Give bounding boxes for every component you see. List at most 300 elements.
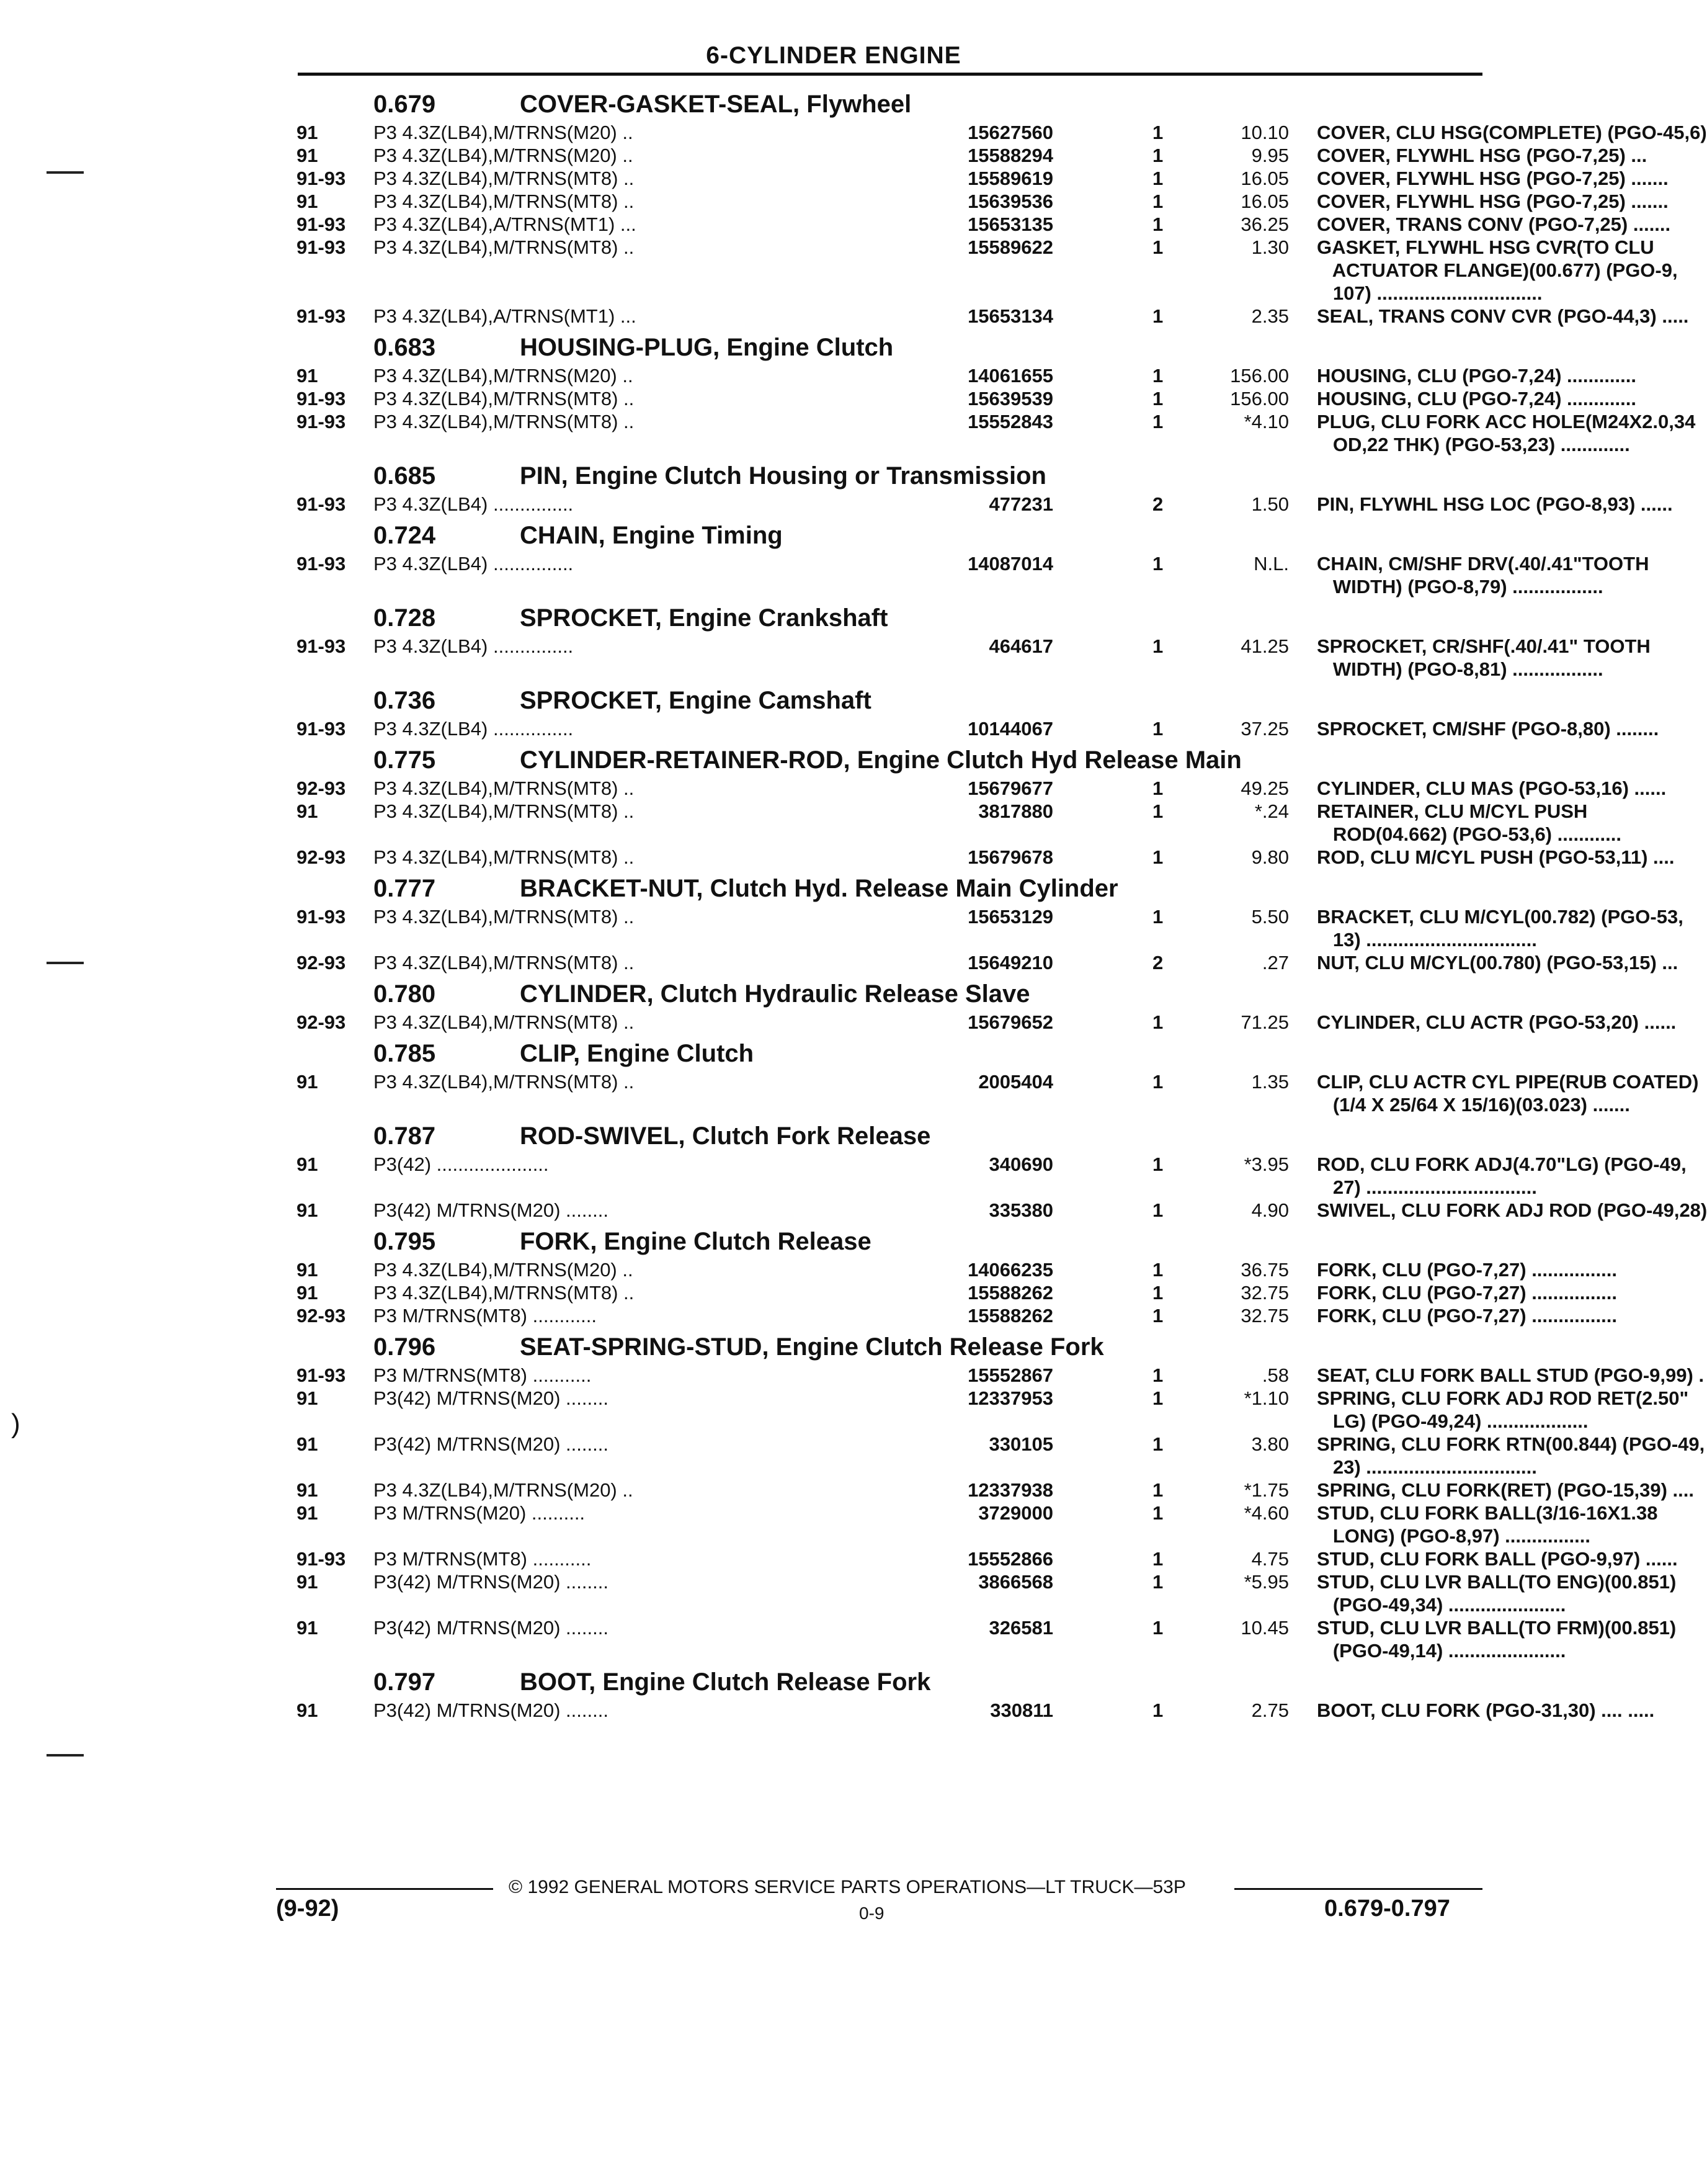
model-years: 91-93 bbox=[296, 1364, 346, 1386]
group-title: BOOT, Engine Clutch Release Fork bbox=[520, 1668, 931, 1696]
quantity: 1 bbox=[1152, 1433, 1164, 1455]
group-header bbox=[296, 330, 1500, 364]
part-number: 3817880 bbox=[978, 800, 1053, 822]
catalog-group bbox=[296, 330, 1696, 459]
part-number: 464617 bbox=[989, 635, 1053, 657]
catalog-group bbox=[296, 1330, 1705, 1665]
catalog-group bbox=[296, 459, 1673, 518]
part-row bbox=[296, 777, 1667, 800]
part-description: COVER, CLU HSG(COMPLETE) (PGO-45,6) bbox=[1317, 122, 1707, 143]
part-description: FORK, CLU (PGO-7,27) ................ bbox=[1317, 1282, 1617, 1304]
part-number: 330105 bbox=[989, 1433, 1053, 1455]
application: P3(42) M/TRNS(M20) ........ bbox=[373, 1387, 608, 1409]
application: P3 4.3Z(LB4),M/TRNS(M20) .. bbox=[373, 122, 633, 143]
price: *3.95 bbox=[1244, 1153, 1289, 1175]
group-title: CHAIN, Engine Timing bbox=[520, 522, 783, 549]
part-description: STUD, CLU LVR BALL(TO ENG)(00.851) bbox=[1317, 1571, 1677, 1593]
group-title: SPROCKET, Engine Crankshaft bbox=[520, 604, 888, 632]
quantity: 1 bbox=[1152, 305, 1164, 327]
application: P3(42) ..................... bbox=[373, 1153, 549, 1175]
group-header bbox=[296, 1036, 1500, 1070]
quantity: 1 bbox=[1152, 1199, 1164, 1221]
margin-mark bbox=[47, 171, 84, 174]
model-years: 92-93 bbox=[296, 1305, 346, 1327]
part-description: NUT, CLU M/CYL(00.780) (PGO-53,15) ... bbox=[1317, 952, 1678, 973]
part-row bbox=[296, 190, 1669, 213]
quantity: 1 bbox=[1152, 1282, 1164, 1304]
model-years: 91-93 bbox=[296, 553, 346, 575]
part-description: PIN, FLYWHL HSG LOC (PGO-8,93) ...... bbox=[1317, 493, 1673, 515]
catalog-group bbox=[296, 1119, 1707, 1224]
application: P3 4.3Z(LB4) ............... bbox=[373, 493, 574, 515]
part-row bbox=[296, 635, 1651, 681]
part-number: 15589619 bbox=[968, 168, 1053, 189]
group-header bbox=[296, 1330, 1500, 1364]
price: 16.05 bbox=[1241, 168, 1289, 189]
part-description: OD,22 THK) (PGO-53,23) ............. bbox=[1317, 434, 1630, 455]
part-description: HOUSING, CLU (PGO-7,24) ............. bbox=[1317, 365, 1637, 387]
price: 41.25 bbox=[1241, 635, 1289, 657]
model-years: 91-93 bbox=[296, 168, 346, 189]
group-number: 0.724 bbox=[373, 522, 436, 549]
catalog-group bbox=[296, 87, 1707, 330]
application: P3 4.3Z(LB4),M/TRNS(MT8) .. bbox=[373, 952, 635, 973]
application: P3 4.3Z(LB4) ............... bbox=[373, 718, 574, 740]
group-number: 0.796 bbox=[373, 1333, 436, 1361]
price: 36.25 bbox=[1241, 213, 1289, 235]
group-header bbox=[296, 977, 1500, 1011]
group-header bbox=[296, 1224, 1500, 1258]
group-number: 0.777 bbox=[373, 875, 436, 902]
model-years: 91 bbox=[296, 1571, 318, 1593]
model-years: 91-93 bbox=[296, 493, 346, 515]
application: P3 4.3Z(LB4),M/TRNS(M20) .. bbox=[373, 365, 633, 387]
part-number: 330811 bbox=[990, 1699, 1053, 1721]
part-number: 14066235 bbox=[968, 1259, 1053, 1281]
part-description: STUD, CLU FORK BALL (PGO-9,97) ...... bbox=[1317, 1548, 1678, 1570]
group-header bbox=[296, 871, 1500, 905]
price: *4.10 bbox=[1244, 411, 1289, 432]
application: P3 4.3Z(LB4),M/TRNS(MT8) .. bbox=[373, 1011, 635, 1033]
model-years: 91-93 bbox=[296, 1548, 346, 1570]
part-row bbox=[296, 846, 1675, 869]
quantity: 1 bbox=[1152, 553, 1164, 575]
group-title: CLIP, Engine Clutch bbox=[520, 1040, 754, 1067]
model-years: 91-93 bbox=[296, 718, 346, 740]
quantity: 1 bbox=[1152, 800, 1164, 822]
part-row bbox=[296, 387, 1637, 410]
application: P3 4.3Z(LB4),M/TRNS(MT8) .. bbox=[373, 1071, 635, 1093]
part-description: 13) ................................ bbox=[1317, 929, 1537, 951]
model-years: 92-93 bbox=[296, 777, 346, 799]
model-years: 91-93 bbox=[296, 305, 346, 327]
part-description: CYLINDER, CLU ACTR (PGO-53,20) ...... bbox=[1317, 1011, 1677, 1033]
part-row bbox=[296, 305, 1689, 328]
group-title: PIN, Engine Clutch Housing or Transmission bbox=[520, 462, 1046, 490]
part-description: COVER, FLYWHL HSG (PGO-7,25) ... bbox=[1317, 145, 1647, 166]
group-title: BRACKET-NUT, Clutch Hyd. Release Main Cylinder bbox=[520, 875, 1118, 902]
model-years: 91 bbox=[296, 1699, 318, 1721]
part-row bbox=[296, 717, 1659, 740]
price: 9.80 bbox=[1251, 846, 1289, 868]
part-row bbox=[296, 121, 1707, 144]
price: 1.35 bbox=[1251, 1071, 1289, 1093]
catalog-group bbox=[296, 871, 1683, 977]
group-title: FORK, Engine Clutch Release bbox=[520, 1228, 871, 1255]
group-header bbox=[296, 601, 1500, 635]
application: P3(42) M/TRNS(M20) ........ bbox=[373, 1433, 608, 1455]
group-number: 0.795 bbox=[373, 1228, 436, 1255]
part-row bbox=[296, 167, 1669, 190]
application: P3 4.3Z(LB4),M/TRNS(MT8) .. bbox=[373, 190, 635, 212]
copyright-notice: © 1992 GENERAL MOTORS SERVICE PARTS OPERATIONS—LT TRUCK—53P bbox=[509, 1877, 1186, 1897]
part-row bbox=[296, 364, 1637, 387]
group-number: 0.787 bbox=[373, 1122, 436, 1150]
application: P3 4.3Z(LB4) ............... bbox=[373, 635, 574, 657]
part-description: COVER, FLYWHL HSG (PGO-7,25) ....... bbox=[1317, 190, 1669, 212]
part-number: 3729000 bbox=[978, 1502, 1053, 1524]
price: 37.25 bbox=[1241, 718, 1289, 740]
part-row bbox=[296, 1570, 1677, 1616]
part-row bbox=[296, 493, 1673, 516]
margin-mark bbox=[47, 1754, 84, 1757]
group-title: COVER-GASKET-SEAL, Flywheel bbox=[520, 91, 912, 118]
revision-date: (9-92) bbox=[276, 1895, 339, 1922]
price: 156.00 bbox=[1230, 388, 1289, 410]
application: P3(42) M/TRNS(M20) ........ bbox=[373, 1699, 608, 1721]
part-row bbox=[296, 1281, 1617, 1304]
catalog-group bbox=[296, 743, 1675, 871]
model-years: 91 bbox=[296, 365, 318, 387]
model-years: 91-93 bbox=[296, 388, 346, 410]
catalog-group bbox=[296, 601, 1651, 683]
group-number: 0.775 bbox=[373, 746, 436, 774]
part-row bbox=[296, 1364, 1705, 1387]
model-years: 91 bbox=[296, 145, 318, 166]
price: 156.00 bbox=[1230, 365, 1289, 387]
catalog-group bbox=[296, 518, 1649, 601]
application: P3 4.3Z(LB4),M/TRNS(MT8) .. bbox=[373, 906, 635, 928]
part-row bbox=[296, 144, 1647, 167]
price: 32.75 bbox=[1241, 1305, 1289, 1327]
part-description: RETAINER, CLU M/CYL PUSH bbox=[1317, 800, 1588, 822]
model-years: 91 bbox=[296, 1282, 318, 1304]
quantity: 1 bbox=[1152, 1479, 1164, 1501]
part-description: FORK, CLU (PGO-7,27) ................ bbox=[1317, 1259, 1617, 1281]
part-description: CLIP, CLU ACTR CYL PIPE(RUB COATED) bbox=[1317, 1071, 1699, 1093]
quantity: 1 bbox=[1152, 145, 1164, 166]
part-number: 15653135 bbox=[968, 213, 1053, 235]
price: N.L. bbox=[1254, 553, 1289, 575]
model-years: 91 bbox=[296, 1617, 318, 1639]
group-number: 0.683 bbox=[373, 334, 436, 361]
group-number: 0.728 bbox=[373, 604, 436, 632]
part-description: (1/4 X 25/64 X 15/16)(03.023) ....... bbox=[1317, 1094, 1630, 1116]
part-number: 15588294 bbox=[968, 145, 1053, 166]
quantity: 1 bbox=[1152, 635, 1164, 657]
model-years: 91 bbox=[296, 122, 318, 143]
model-years: 91-93 bbox=[296, 635, 346, 657]
model-years: 91 bbox=[296, 800, 318, 822]
group-header bbox=[296, 1665, 1500, 1699]
quantity: 1 bbox=[1152, 846, 1164, 868]
quantity: 1 bbox=[1152, 777, 1164, 799]
group-number: 0.685 bbox=[373, 462, 436, 490]
part-row bbox=[296, 1387, 1689, 1433]
price: *1.75 bbox=[1244, 1479, 1289, 1501]
price: 10.10 bbox=[1241, 122, 1289, 143]
group-range: 0.679-0.797 bbox=[1324, 1895, 1450, 1922]
model-years: 91 bbox=[296, 1199, 318, 1221]
quantity: 1 bbox=[1152, 236, 1164, 258]
model-years: 91-93 bbox=[296, 213, 346, 235]
quantity: 1 bbox=[1152, 1259, 1164, 1281]
application: P3 4.3Z(LB4),M/TRNS(MT8) .. bbox=[373, 1282, 635, 1304]
quantity: 1 bbox=[1152, 718, 1164, 740]
part-description: 107) ............................... bbox=[1317, 282, 1543, 304]
footer-rule bbox=[276, 1888, 493, 1890]
part-description: LONG) (PGO-8,97) ................ bbox=[1317, 1525, 1590, 1547]
quantity: 1 bbox=[1152, 1153, 1164, 1175]
quantity: 1 bbox=[1152, 365, 1164, 387]
quantity: 1 bbox=[1152, 1571, 1164, 1593]
quantity: 1 bbox=[1152, 388, 1164, 410]
part-description: SPRING, CLU FORK(RET) (PGO-15,39) .... bbox=[1317, 1479, 1694, 1501]
part-description: SEAT, CLU FORK BALL STUD (PGO-9,99) . bbox=[1317, 1364, 1705, 1386]
quantity: 1 bbox=[1152, 1617, 1164, 1639]
price: 4.75 bbox=[1251, 1548, 1289, 1570]
model-years: 91 bbox=[296, 1387, 318, 1409]
part-row bbox=[296, 905, 1683, 951]
header-rule bbox=[298, 73, 1482, 76]
margin-mark bbox=[47, 962, 84, 964]
part-number: 14087014 bbox=[968, 553, 1053, 575]
application: P3 4.3Z(LB4),M/TRNS(M20) .. bbox=[373, 145, 633, 166]
page-title: 6-CYLINDER ENGINE bbox=[706, 42, 961, 69]
part-number: 2005404 bbox=[978, 1071, 1053, 1093]
application: P3 4.3Z(LB4),M/TRNS(MT8) .. bbox=[373, 800, 635, 822]
part-description: WIDTH) (PGO-8,81) ................. bbox=[1317, 658, 1603, 680]
model-years: 91-93 bbox=[296, 906, 346, 928]
part-row bbox=[296, 800, 1621, 846]
quantity: 1 bbox=[1152, 190, 1164, 212]
price: 10.45 bbox=[1241, 1617, 1289, 1639]
part-row bbox=[296, 1199, 1707, 1222]
group-title: SEAT-SPRING-STUD, Engine Clutch Release Fork bbox=[520, 1333, 1104, 1361]
quantity: 1 bbox=[1152, 168, 1164, 189]
footer-rule bbox=[1234, 1888, 1482, 1890]
group-number: 0.736 bbox=[373, 687, 436, 714]
part-description: GASKET, FLYWHL HSG CVR(TO CLU bbox=[1317, 236, 1654, 258]
part-number: 15679652 bbox=[968, 1011, 1053, 1033]
part-description: PLUG, CLU FORK ACC HOLE(M24X2.0,34 bbox=[1317, 411, 1696, 432]
part-number: 14061655 bbox=[968, 365, 1053, 387]
application: P3(42) M/TRNS(M20) ........ bbox=[373, 1617, 608, 1639]
group-header bbox=[296, 87, 1500, 121]
group-number: 0.785 bbox=[373, 1040, 436, 1067]
part-row bbox=[296, 236, 1678, 305]
price: *1.10 bbox=[1244, 1387, 1289, 1409]
group-title: CYLINDER, Clutch Hydraulic Release Slave bbox=[520, 980, 1030, 1008]
part-description: ACTUATOR FLANGE)(00.677) (PGO-9, bbox=[1317, 259, 1678, 281]
part-row bbox=[296, 1304, 1617, 1327]
model-years: 91 bbox=[296, 1071, 318, 1093]
quantity: 1 bbox=[1152, 122, 1164, 143]
part-description: ROD(04.662) (PGO-53,6) ............ bbox=[1317, 823, 1621, 845]
part-number: 3866568 bbox=[978, 1571, 1053, 1593]
quantity: 2 bbox=[1152, 952, 1164, 973]
part-number: 15588262 bbox=[968, 1282, 1053, 1304]
quantity: 1 bbox=[1152, 1364, 1164, 1386]
group-header bbox=[296, 683, 1500, 717]
price: .27 bbox=[1262, 952, 1289, 973]
group-number: 0.679 bbox=[373, 91, 436, 118]
price: 2.35 bbox=[1251, 305, 1289, 327]
price: 16.05 bbox=[1241, 190, 1289, 212]
part-description: WIDTH) (PGO-8,79) ................. bbox=[1317, 576, 1603, 597]
part-description: LG) (PGO-49,24) ................... bbox=[1317, 1410, 1589, 1432]
part-row bbox=[296, 1433, 1705, 1479]
part-number: 15679678 bbox=[968, 846, 1053, 868]
model-years: 92-93 bbox=[296, 846, 346, 868]
price: *.24 bbox=[1254, 800, 1289, 822]
quantity: 1 bbox=[1152, 1011, 1164, 1033]
model-years: 91-93 bbox=[296, 236, 346, 258]
application: P3 4.3Z(LB4),M/TRNS(MT8) .. bbox=[373, 168, 635, 189]
price: 49.25 bbox=[1241, 777, 1289, 799]
parts-catalog bbox=[296, 87, 1707, 1724]
price: 71.25 bbox=[1241, 1011, 1289, 1033]
margin-mark: ) bbox=[11, 1408, 20, 1439]
catalog-group bbox=[296, 1036, 1699, 1119]
part-number: 15552843 bbox=[968, 411, 1053, 432]
part-description: STUD, CLU FORK BALL(3/16-16X1.38 bbox=[1317, 1502, 1658, 1524]
part-row bbox=[296, 1479, 1694, 1502]
part-number: 15653129 bbox=[968, 906, 1053, 928]
application: P3 4.3Z(LB4),M/TRNS(MT8) .. bbox=[373, 236, 635, 258]
price: 5.50 bbox=[1251, 906, 1289, 928]
application: P3(42) M/TRNS(M20) ........ bbox=[373, 1199, 608, 1221]
part-description: BOOT, CLU FORK (PGO-31,30) .... ..... bbox=[1317, 1699, 1655, 1721]
group-title: HOUSING-PLUG, Engine Clutch bbox=[520, 334, 894, 361]
part-row bbox=[296, 1699, 1655, 1722]
part-description: CHAIN, CM/SHF DRV(.40/.41"TOOTH bbox=[1317, 553, 1649, 575]
part-number: 15649210 bbox=[968, 952, 1053, 973]
part-description: (PGO-49,34) ...................... bbox=[1317, 1594, 1566, 1616]
application: P3 M/TRNS(M20) .......... bbox=[373, 1502, 586, 1524]
price: 1.50 bbox=[1251, 493, 1289, 515]
part-row bbox=[296, 1502, 1658, 1547]
part-description: COVER, TRANS CONV (PGO-7,25) ....... bbox=[1317, 213, 1671, 235]
part-row bbox=[296, 1547, 1678, 1570]
model-years: 91 bbox=[296, 1502, 318, 1524]
model-years: 91 bbox=[296, 1259, 318, 1281]
application: P3 4.3Z(LB4),M/TRNS(MT8) .. bbox=[373, 777, 635, 799]
part-description: SPRING, CLU FORK RTN(00.844) (PGO-49, bbox=[1317, 1433, 1705, 1455]
model-years: 91-93 bbox=[296, 411, 346, 432]
group-title: SPROCKET, Engine Camshaft bbox=[520, 687, 871, 714]
part-description: SPROCKET, CM/SHF (PGO-8,80) ........ bbox=[1317, 718, 1659, 740]
price: 3.80 bbox=[1251, 1433, 1289, 1455]
group-number: 0.780 bbox=[373, 980, 436, 1008]
part-description: SWIVEL, CLU FORK ADJ ROD (PGO-49,28) bbox=[1317, 1199, 1707, 1221]
quantity: 1 bbox=[1152, 906, 1164, 928]
page-number: 0-9 bbox=[859, 1904, 885, 1923]
quantity: 1 bbox=[1152, 411, 1164, 432]
part-number: 15627560 bbox=[968, 122, 1053, 143]
price: 36.75 bbox=[1241, 1259, 1289, 1281]
part-description: 23) ................................ bbox=[1317, 1456, 1537, 1478]
part-description: STUD, CLU LVR BALL(TO FRM)(00.851) bbox=[1317, 1617, 1677, 1639]
price: 32.75 bbox=[1241, 1282, 1289, 1304]
part-number: 340690 bbox=[989, 1153, 1053, 1175]
application: P3 M/TRNS(MT8) ............ bbox=[373, 1305, 597, 1327]
model-years: 92-93 bbox=[296, 952, 346, 973]
part-row bbox=[296, 1011, 1677, 1034]
application: P3 M/TRNS(MT8) ........... bbox=[373, 1364, 592, 1386]
model-years: 91 bbox=[296, 1153, 318, 1175]
part-description: COVER, FLYWHL HSG (PGO-7,25) ....... bbox=[1317, 168, 1669, 189]
part-number: 12337953 bbox=[968, 1387, 1053, 1409]
group-header bbox=[296, 743, 1500, 777]
part-row bbox=[296, 1153, 1687, 1199]
model-years: 92-93 bbox=[296, 1011, 346, 1033]
quantity: 1 bbox=[1152, 1699, 1164, 1721]
part-number: 15639536 bbox=[968, 190, 1053, 212]
part-description: FORK, CLU (PGO-7,27) ................ bbox=[1317, 1305, 1617, 1327]
part-description: SPROCKET, CR/SHF(.40/.41" TOOTH bbox=[1317, 635, 1651, 657]
model-years: 91 bbox=[296, 1479, 318, 1501]
model-years: 91 bbox=[296, 190, 318, 212]
group-title: ROD-SWIVEL, Clutch Fork Release bbox=[520, 1122, 931, 1150]
part-row bbox=[296, 1070, 1699, 1116]
group-header bbox=[296, 459, 1500, 493]
part-row bbox=[296, 552, 1649, 598]
part-number: 15589622 bbox=[968, 236, 1053, 258]
part-description: ROD, CLU M/CYL PUSH (PGO-53,11) .... bbox=[1317, 846, 1675, 868]
part-number: 15552866 bbox=[968, 1548, 1053, 1570]
application: P3 4.3Z(LB4),M/TRNS(M20) .. bbox=[373, 1259, 633, 1281]
part-row bbox=[296, 951, 1678, 974]
price: 9.95 bbox=[1251, 145, 1289, 166]
part-number: 477231 bbox=[989, 493, 1053, 515]
part-description: SEAL, TRANS CONV CVR (PGO-44,3) ..... bbox=[1317, 305, 1689, 327]
quantity: 1 bbox=[1152, 1387, 1164, 1409]
part-description: (PGO-49,14) ...................... bbox=[1317, 1640, 1566, 1662]
part-number: 15639539 bbox=[968, 388, 1053, 410]
part-row bbox=[296, 1258, 1617, 1281]
quantity: 1 bbox=[1152, 213, 1164, 235]
application: P3 M/TRNS(MT8) ........... bbox=[373, 1548, 592, 1570]
part-number: 15653134 bbox=[968, 305, 1053, 327]
group-number: 0.797 bbox=[373, 1668, 436, 1696]
application: P3(42) M/TRNS(M20) ........ bbox=[373, 1571, 608, 1593]
part-description: 27) ................................ bbox=[1317, 1176, 1537, 1198]
part-number: 335380 bbox=[989, 1199, 1053, 1221]
group-header bbox=[296, 518, 1500, 552]
part-description: BRACKET, CLU M/CYL(00.782) (PGO-53, bbox=[1317, 906, 1683, 928]
price: .58 bbox=[1262, 1364, 1289, 1386]
price: *5.95 bbox=[1244, 1571, 1289, 1593]
application: P3 4.3Z(LB4),M/TRNS(MT8) .. bbox=[373, 846, 635, 868]
quantity: 1 bbox=[1152, 1548, 1164, 1570]
application: P3 4.3Z(LB4),M/TRNS(MT8) .. bbox=[373, 411, 635, 432]
application: P3 4.3Z(LB4),M/TRNS(M20) .. bbox=[373, 1479, 633, 1501]
part-number: 15679677 bbox=[968, 777, 1053, 799]
quantity: 1 bbox=[1152, 1071, 1164, 1093]
quantity: 2 bbox=[1152, 493, 1164, 515]
price: *4.60 bbox=[1244, 1502, 1289, 1524]
